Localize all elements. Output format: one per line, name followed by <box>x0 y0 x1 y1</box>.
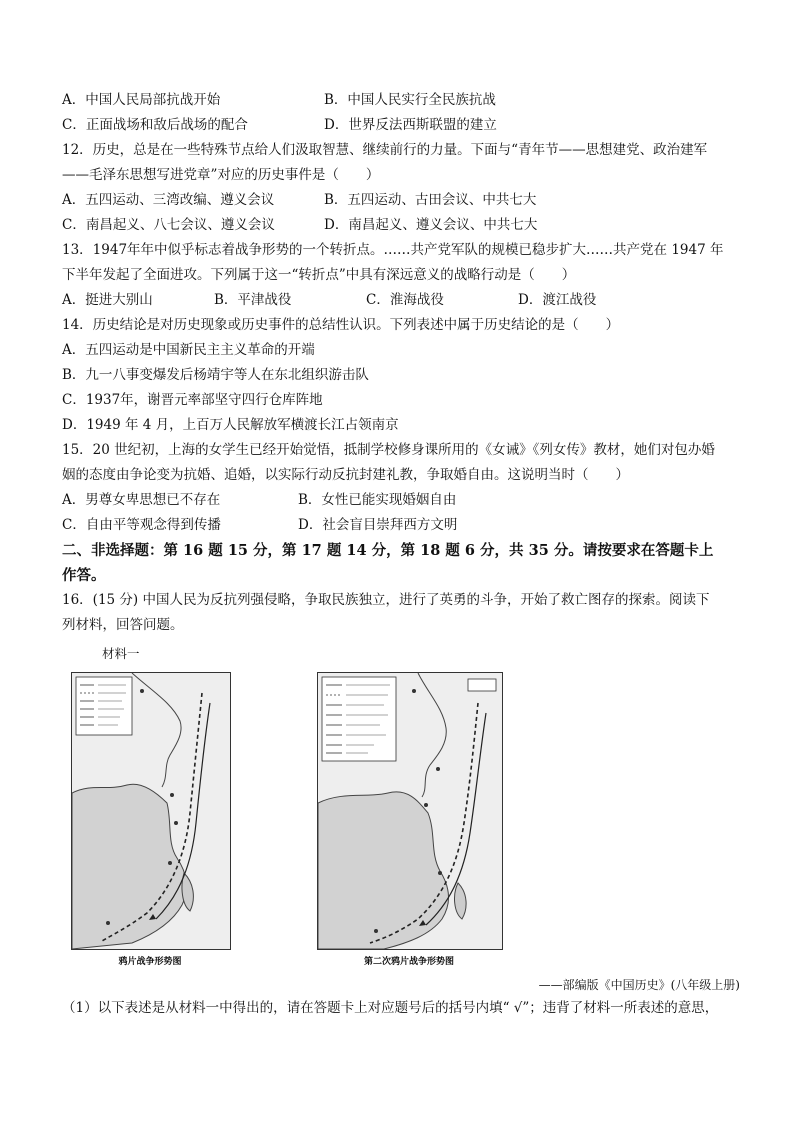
material-one-label: 材料一 <box>102 646 140 661</box>
q11-option-c: C．正面战场和敌后战场的配合 <box>62 117 248 133</box>
q14-option-d: D．1949 年 4 月，上百万人民解放军横渡长江占领南京 <box>62 417 399 433</box>
q11-option-b: B．中国人民实行全民族抗战 <box>324 92 496 108</box>
q13-stem-line1: 13．1947年年中似乎标志着战争形势的一个转折点。……共产党军队的规模已稳步扩大……共产党在 1947 年 <box>62 242 724 258</box>
q12-stem-line1: 12．历史，总是在一些特殊节点给人们汲取智慧、继续前行的力量。下面与“青年节——思想建党、政治建军 <box>62 142 708 158</box>
q13-stem-line2: 下半年发起了全面进攻。下列属于这一“转折点”中具有深远意义的战略行动是（ ） <box>62 267 576 283</box>
q16-stem-line2: 列材料，回答问题。 <box>62 617 184 633</box>
q13-option-b: B．平津战役 <box>214 292 292 308</box>
q11-options-row1 <box>62 88 742 113</box>
section2-heading-line1: 二、非选择题：第 16 题 15 分，第 17 题 14 分，第 18 题 6 分，共 35 分。请按要求在答题卡上 <box>62 542 714 559</box>
q15-stem-line1: 15．20 世纪初，上海的女学生已经开始觉悟，抵制学校修身课所用的《女诫》《列女传》教材，她们对包办婚 <box>62 442 715 458</box>
q12-options-row2 <box>62 213 742 238</box>
q16-stem-line1: 16．(15 分) 中国人民为反抗列强侵略，争取民族独立，进行了英勇的斗争，开始了救亡图存的探索。阅读下 <box>62 592 710 608</box>
q15-options-row1 <box>62 488 742 513</box>
q12-option-a: A．五四运动、三湾改编、遵义会议 <box>62 192 275 208</box>
q12-stem-line2: ——毛泽东思想写进党章”对应的历史事件是（ ） <box>62 167 380 183</box>
material-one-maps <box>62 672 742 972</box>
q12-options-row1 <box>62 188 742 213</box>
q15-stem-line2: 姻的态度由争论变为抗婚、追婚，以实际行动反抗封建礼教，争取婚自由。这说明当时（ ） <box>62 467 629 483</box>
exam-page <box>62 88 742 1020</box>
q15-option-b: B．女性已能实现婚姻自由 <box>298 492 457 508</box>
opium-war-map-caption: 鸦片战争形势图 <box>118 957 182 967</box>
material-source: ——部编版《中国历史》(八年级上册) <box>538 978 740 992</box>
q13-option-d: D．渡江战役 <box>518 292 597 308</box>
q15-option-c: C．自由平等观念得到传播 <box>62 517 221 533</box>
opium-war-map <box>71 672 231 950</box>
q15-option-d: D．社会盲目崇拜西方文明 <box>298 517 458 533</box>
q15-option-a: A．男尊女卑思想已不存在 <box>62 492 221 508</box>
opium-war-map-graphic <box>72 673 230 949</box>
second-opium-war-map-graphic <box>318 673 502 949</box>
q12-option-c: C．南昌起义、八七会议、遵义会议 <box>62 217 275 233</box>
q14-option-b: B．九一八事变爆发后杨靖宇等人在东北组织游击队 <box>62 367 369 383</box>
q16-sub1: （1）以下表述是从材料一中得出的，请在答题卡上对应题号后的括号内填“ √”；违背了材料一所表述的意思， <box>62 1000 719 1016</box>
q11-option-a: A．中国人民局部抗战开始 <box>62 92 221 108</box>
q15-options-row2 <box>62 513 742 538</box>
q13-option-a: A．挺进大别山 <box>62 292 153 308</box>
q14-option-c: C．1937年，谢晋元率部坚守四行仓库阵地 <box>62 392 323 408</box>
q12-option-d: D．南昌起义、遵义会议、中共七大 <box>324 217 538 233</box>
second-opium-war-map <box>317 672 503 950</box>
q13-options <box>62 288 742 313</box>
q14-option-a: A．五四运动是中国新民主主义革命的开端 <box>62 342 315 358</box>
q11-option-d: D．世界反法西斯联盟的建立 <box>324 117 497 133</box>
q12-option-b: B．五四运动、古田会议、中共七大 <box>324 192 537 208</box>
q13-option-c: C．淮海战役 <box>366 292 444 308</box>
q14-stem: 14．历史结论是对历史现象或历史事件的总结性认识。下列表述中属于历史结论的是（ ） <box>62 317 620 333</box>
q11-options-row2 <box>62 113 742 138</box>
second-opium-war-map-caption: 第二次鸦片战争形势图 <box>363 957 454 967</box>
section2-heading-line2: 作答。 <box>62 567 106 584</box>
